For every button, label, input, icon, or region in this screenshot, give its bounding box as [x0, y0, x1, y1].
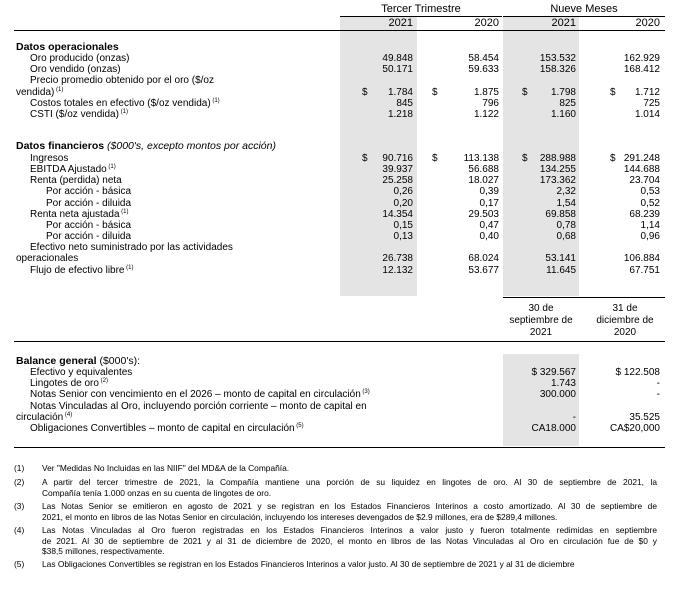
footnote-ref: (1)	[124, 264, 134, 271]
balance-col1-line1: 30 de	[528, 303, 554, 314]
financial-subtitle: ($000's, excepto montos por acción)	[107, 140, 276, 152]
operational-row-label: vendida) $^{(1)}$	[16, 86, 64, 98]
cell-value: 144.688	[623, 164, 660, 176]
balance-row-label: Lingotes de oro $^{(2)}$	[30, 378, 108, 390]
header-year-q3-2020: 2020	[474, 17, 499, 29]
cell-value: 1.122	[473, 108, 499, 120]
financial-row-label: Por acción - básica	[46, 219, 132, 231]
cell-value: 18.027	[468, 175, 499, 187]
cell-value: 0,39	[479, 186, 499, 198]
cell-value: 53.677	[468, 264, 499, 276]
header-9m-label: Nueve Meses	[550, 3, 618, 15]
cell-value: 0,40	[479, 231, 499, 243]
cell-value: 1.784	[387, 86, 413, 98]
cell-value: 0,20	[393, 197, 413, 209]
footnote-ref: (1)	[119, 208, 129, 215]
currency-symbol: $	[362, 86, 368, 98]
currency-symbol: $	[432, 86, 438, 98]
footnote-text-line: Las Obligaciones Convertibles se registran en los Estados Financieros Interinos a valor justo. Al 30 de septiembre de 2021 y al 31 de diciembre	[42, 559, 575, 569]
balance-row-label: Obligaciones Convertibles – monto de capital en circulación $^{(5)}$	[30, 422, 304, 434]
cell-value: 1.875	[473, 86, 499, 98]
footnote-item	[14, 559, 665, 570]
balance-value-2020: CA$20,000	[609, 422, 660, 434]
balance-col1-line3: 2021	[529, 327, 553, 338]
footnote-number: (5)	[14, 559, 25, 569]
cell-value: 50.171	[382, 64, 413, 76]
footnote-text-line: Compañía tenía 1.000 onzas en su cuenta de lingotes de oro.	[42, 487, 272, 498]
balance-value-2020: -	[656, 389, 660, 401]
footnote-ref: (1)	[210, 97, 220, 104]
balance-col2-line1: 31 de	[612, 303, 638, 314]
financial-row-label: Ingresos	[30, 153, 69, 164]
cell-value: 845	[396, 97, 413, 109]
balance-value-2020: -	[656, 378, 660, 390]
operational-row-label: Oro producido (onzas)	[30, 53, 130, 65]
cell-value: 1,54	[556, 197, 576, 209]
cell-value: 0,13	[393, 231, 413, 243]
cell-value: 162.929	[623, 53, 660, 65]
cell-value: 14.354	[382, 208, 413, 220]
currency-symbol: $	[522, 153, 528, 164]
cell-value: 25.258	[382, 175, 413, 187]
operational-row-label: Oro vendido (onzas)	[30, 64, 121, 76]
financial-row-label: Por acción - diluida	[46, 197, 132, 209]
cell-value: 291.248	[623, 153, 660, 164]
cell-value: 53.141	[545, 253, 576, 265]
cell-value: 168.412	[623, 64, 660, 76]
operational-title: Datos operacionales	[16, 41, 119, 53]
cell-value: 113.138	[463, 153, 499, 164]
balance-row-label: Notas Senior con vencimiento en el 2026 – monto de capital en circulación $^{(3)}$	[30, 389, 370, 401]
cell-value: 11.645	[546, 264, 576, 276]
footnote-ref: (5)	[294, 422, 304, 429]
balance-col2-line2: diciembre de	[596, 315, 654, 326]
balance-row-label: Notas Vinculadas al Oro, incluyendo porción corriente – monto de capital en	[30, 400, 367, 412]
footnote-ref: (1)	[118, 108, 128, 115]
cell-value: 29.503	[468, 208, 499, 220]
header-year-9m-2020: 2020	[635, 17, 660, 29]
table-bottom-rule	[14, 447, 665, 448]
cell-value: 2,32	[556, 186, 576, 198]
header-year-q3-2021: 2021	[388, 17, 413, 29]
footnote-text-line: de 2021. Al 30 de septiembre de 2021 y al 31 de diciembre de 2020, el monto en libros de las Notas Vinculadas al Oro en circulación fue de $0 y	[42, 535, 657, 546]
cell-value: 56.688	[468, 164, 499, 176]
cell-value: 68.239	[629, 208, 660, 220]
balance-col1-line2: septiembre de	[509, 315, 573, 326]
balance-row-label: circulación $^{(4)}$	[16, 411, 73, 423]
footnote-ref: (1)	[54, 86, 64, 93]
cell-value: 0,47	[479, 219, 499, 231]
cell-value: 288.988	[539, 153, 576, 164]
cell-value: 1.798	[550, 86, 576, 98]
cell-value: 58.454	[468, 53, 499, 65]
operational-row-label: Precio promedio obtenido por el oro ($/oz	[30, 75, 214, 87]
currency-symbol: $	[610, 153, 616, 164]
cell-value: 12.132	[382, 264, 413, 276]
operational-row-label: CSTI ($/oz vendida) $^{(1)}$	[30, 108, 128, 120]
balance-value-2021: 300.000	[539, 389, 576, 401]
operational-row-label: Costos totales en efectivo ($/oz vendida) $^{(1)}$	[30, 97, 220, 109]
footnote-ref: (2)	[98, 378, 108, 385]
cell-value: 39.937	[382, 164, 413, 176]
balance-title: Balance general ($000's):	[16, 355, 140, 367]
financial-row-label: Por acción - diluida	[46, 231, 132, 243]
financial-row-label: operacionales	[16, 253, 79, 265]
footnote-item	[14, 477, 665, 498]
cell-value: 0,53	[640, 186, 660, 198]
currency-symbol: $	[522, 86, 528, 98]
balance-row-label: Efectivo y equivalentes	[30, 367, 133, 379]
cell-value: 0,52	[640, 197, 660, 209]
cell-value: 796	[482, 97, 499, 109]
cell-value: 23.704	[629, 175, 660, 187]
cell-value: 0,96	[640, 231, 660, 243]
balance-value-2020: $ 122.508	[615, 367, 660, 379]
balance-value-2021: $ 329.567	[531, 367, 576, 379]
financial-row-label: Por acción - básica	[46, 186, 132, 198]
footnote-text-line: 2021, el monto en libros de las Notas Senior en circulación, incluyendo los intereses devengados de $2.9 millones, era de $289,4 millones.	[42, 511, 558, 522]
cell-value: 0,68	[556, 231, 576, 243]
cell-value: 0,26	[393, 186, 413, 198]
currency-symbol: $	[362, 153, 368, 164]
footnote-text-line: Ver "Medidas No Incluidas en las NIIF" del MD&A de la Compañía.	[42, 463, 290, 473]
cell-value: 0,78	[556, 219, 576, 231]
currency-symbol: $	[432, 153, 438, 164]
financial-row-label: Flujo de efectivo libre $^{(1)}$	[30, 264, 134, 276]
cell-value: 825	[559, 97, 576, 109]
balance-subtitle: ($000's):	[96, 355, 140, 367]
cell-value: 1.014	[634, 108, 660, 120]
cell-value: 1.160	[550, 108, 576, 120]
balance-value-2020: 35.525	[629, 411, 660, 423]
cell-value: 0,17	[479, 197, 499, 209]
cell-value: 26.738	[382, 253, 413, 265]
footnote-text-line: $38,5 millones, respectivamente.	[42, 546, 165, 557]
cell-value: 90.716	[382, 153, 413, 164]
cell-value: 134.255	[539, 164, 576, 176]
footnote-number: (4)	[14, 525, 25, 535]
cell-value: 67.751	[629, 264, 660, 276]
cell-value: 153.532	[539, 53, 576, 65]
balance-top-rule	[503, 297, 665, 298]
cell-value: 1,14	[640, 219, 660, 231]
balance-value-2021: CA18.000	[531, 422, 576, 434]
financial-title: Datos financieros ($000's, excepto montos por acción)	[16, 140, 276, 152]
cell-value: 725	[643, 97, 660, 109]
balance-col2-line3: 2020	[613, 327, 637, 338]
currency-symbol: $	[610, 86, 616, 98]
cell-value: 49.848	[382, 53, 413, 65]
cell-value: 173.362	[539, 175, 576, 187]
cell-value: 106.884	[623, 253, 660, 265]
balance-value-2021: 1.743	[550, 378, 576, 390]
balance-value-2021: -	[572, 411, 576, 423]
financial-row-label: EBITDA Ajustado $^{(1)}$	[30, 164, 116, 176]
financial-row-label: Efectivo neto suministrado por las actividades	[30, 242, 233, 254]
footnote-number: (2)	[14, 477, 25, 487]
footnote-text-line: A partir del tercer trimestre de 2021, la Compañía mantiene una porción de su liquidez en lingotes de oro. Al 30 de septiembre de 2021, la	[42, 477, 657, 487]
footnote-item	[14, 525, 665, 557]
cell-value: 0,15	[393, 219, 413, 231]
cell-value: 59.633	[468, 64, 499, 76]
cell-value: 68.024	[468, 253, 499, 265]
cell-value: 1.218	[387, 108, 413, 120]
header-q3-label: Tercer Trimestre	[381, 3, 461, 15]
footnote-ref: (3)	[360, 389, 370, 396]
footnote-text-line: Las Notas Vinculadas al Oro fueron registradas en los Estados Financieros Interinos a valor justo y fueron totalmente redimidas en septiembre	[42, 525, 657, 535]
financial-row-label: Renta neta ajustada $^{(1)}$	[30, 208, 129, 220]
footnote-text-line: Las Notas Senior se emitieron en agosto de 2021 y se registran en los Estados Financieros Interinos a costo amortizado. Al 30 de septiembre de	[42, 501, 657, 511]
balance-header-rule	[14, 341, 665, 342]
footnote-ref: (1)	[106, 164, 116, 171]
financial-row-label: Renta (perdida) neta	[30, 175, 122, 187]
cell-value: 69.858	[545, 208, 576, 220]
header-year-9m-2021: 2021	[551, 17, 576, 29]
footnote-item	[14, 463, 665, 474]
cell-value: 1.712	[634, 86, 660, 98]
cell-value: 158.326	[539, 64, 576, 76]
header-rule	[14, 30, 665, 31]
footnote-item	[14, 501, 665, 522]
footnote-ref: (4)	[63, 411, 73, 418]
footnote-number: (1)	[14, 463, 25, 473]
footnote-number: (3)	[14, 501, 25, 511]
